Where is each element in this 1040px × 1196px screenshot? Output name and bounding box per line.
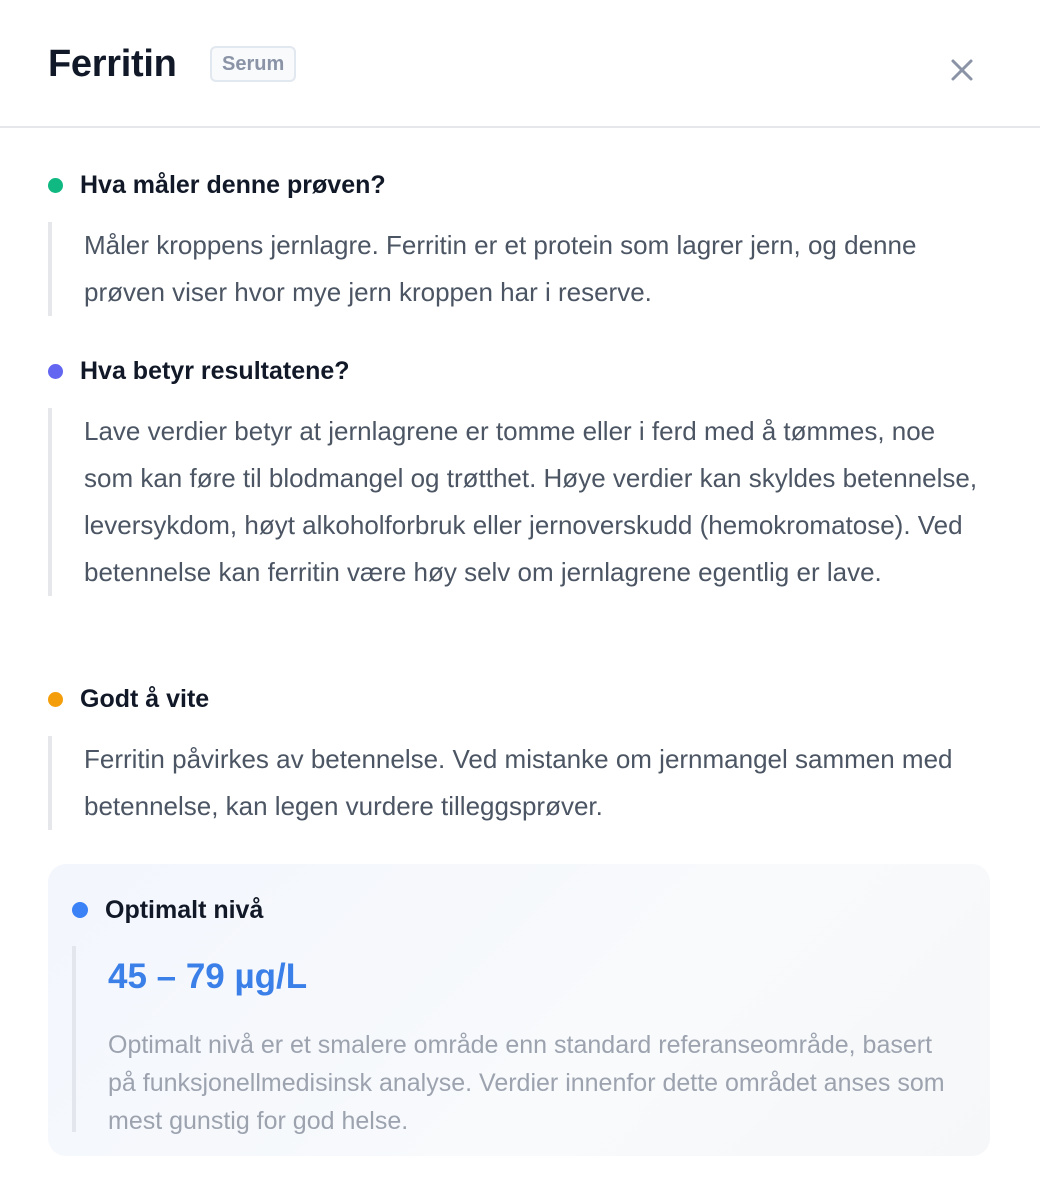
- section-heading: [48, 354, 988, 388]
- panel-header: [0, 0, 1040, 128]
- optimal-description: Optimalt nivå er et smalere område enn standard referanseområde, basert på funksjonellmedisinsk analyse. Verdier innenfor dette området anses som mest gunstig for god helse.: [108, 1031, 945, 1135]
- blue-dot-icon: [72, 902, 88, 918]
- close-button[interactable]: [944, 52, 980, 88]
- specimen-badge: Serum: [210, 46, 296, 82]
- section-text: Lave verdier betyr at jernlagrene er tomme eller i ferd med å tømmes, noe som kan føre til blodmangel og trøtthet. Høye verdier kan skyldes betennelse, leversykdom, høyt alkoholforbruk eller jernoverskudd (hemokromatose). Ved betennelse kan ferritin være høy selv om jernlagrene egentlig er lave.: [48, 408, 988, 596]
- optimal-range-value: 45 – 79 µg/L: [108, 957, 308, 996]
- optimal-level-card: [48, 864, 990, 1156]
- green-dot-icon: [48, 178, 63, 193]
- section-what-results-mean: [48, 354, 988, 596]
- optimal-content: [72, 946, 952, 1135]
- close-icon: [944, 52, 980, 88]
- optimal-title: Optimalt nivå: [105, 896, 264, 924]
- section-heading: [48, 168, 988, 202]
- section-heading: [48, 682, 988, 716]
- amber-dot-icon: [48, 692, 63, 707]
- section-text: Måler kroppens jernlagre. Ferritin er et protein som lagrer jern, og denne prøven viser hvor mye jern kroppen har i reserve.: [48, 222, 988, 316]
- section-title: Godt å vite: [80, 685, 210, 713]
- section-good-to-know: [48, 682, 988, 830]
- indigo-dot-icon: [48, 364, 63, 379]
- optimal-heading: [72, 893, 263, 927]
- page-title: Ferritin: [48, 43, 177, 85]
- section-text: Ferritin påvirkes av betennelse. Ved mistanke om jernmangel sammen med betennelse, kan legen vurdere tilleggsprøver.: [48, 736, 988, 830]
- section-title: Hva betyr resultatene?: [80, 357, 350, 385]
- section-what-it-measures: [48, 168, 988, 316]
- section-title: Hva måler denne prøven?: [80, 171, 386, 199]
